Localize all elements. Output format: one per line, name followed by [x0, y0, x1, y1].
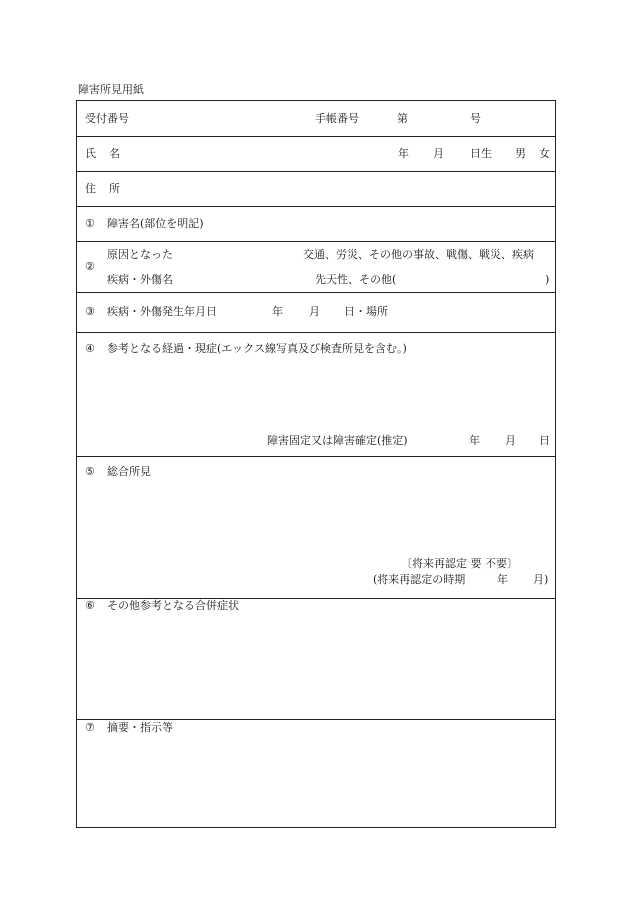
onset-day-place-label: 日・場所	[344, 305, 388, 318]
reception-row	[77, 101, 555, 137]
item-number-1: ①	[85, 217, 95, 230]
summary-row	[77, 719, 555, 827]
recertification-label: 〔将来再認定 要 不要〕	[401, 557, 518, 570]
male-label: 男	[515, 147, 526, 160]
fixed-year-label: 年	[469, 434, 480, 447]
item-number-6: ⑥	[85, 599, 95, 612]
recertification-year-label: 年	[497, 573, 508, 586]
birth-day-label: 日生	[470, 147, 492, 160]
overall-findings-row	[77, 456, 555, 599]
cause-options-line2: 先天性、その他(	[315, 273, 397, 286]
complications-label: その他参考となる合併症状	[107, 599, 239, 612]
course-label: 参考となる経過・現症(エックス線写真及び検査所見を含む。)	[107, 342, 407, 355]
disability-name-label: 障害名(部位を明記)	[107, 217, 204, 230]
onset-date-label: 疾病・外傷発生年月日	[107, 305, 217, 318]
onset-month-label: 月	[309, 305, 320, 318]
onset-date-row	[77, 292, 555, 333]
notebook-number-label: 手帳番号	[315, 112, 359, 125]
summary-label: 摘要・指示等	[107, 721, 173, 734]
item-number-5: ⑤	[85, 465, 95, 478]
complications-row	[77, 598, 555, 720]
course-row	[77, 332, 555, 457]
item-number-2: ②	[85, 260, 95, 273]
cause-options-line1: 交通、労災、その他の事故、戦傷、戦災、疾病	[303, 248, 534, 261]
fixed-month-label: 月	[505, 434, 516, 447]
birth-year-label: 年	[398, 147, 409, 160]
item-number-3: ③	[85, 305, 95, 318]
overall-findings-label: 総合所見	[107, 465, 151, 478]
fixed-day-label: 日	[539, 434, 550, 447]
cause-label-line1: 原因となった	[107, 248, 173, 261]
cause-label-line2: 疾病・外傷名	[107, 273, 173, 286]
recertification-month-label: 月)	[533, 573, 549, 586]
address-row	[77, 171, 555, 207]
disability-name-row	[77, 206, 555, 242]
item-number-4: ④	[85, 342, 95, 355]
cause-close-paren: )	[545, 273, 550, 286]
fixed-date-label: 障害固定又は障害確定(推定)	[267, 434, 408, 447]
address-label-b: 所	[109, 182, 120, 195]
female-label: 女	[539, 147, 550, 160]
dai-label: 第	[397, 112, 408, 125]
name-label-a: 氏	[85, 147, 96, 160]
address-label-a: 住	[85, 182, 96, 195]
reception-number-label: 受付番号	[85, 112, 129, 125]
form-title: 障害所見用紙	[78, 83, 144, 96]
disability-findings-form	[76, 100, 556, 828]
go-label: 号	[470, 112, 481, 125]
onset-year-label: 年	[272, 305, 283, 318]
recertification-time-label: (将来再認定の時期	[373, 573, 466, 586]
name-row	[77, 136, 555, 172]
item-number-7: ⑦	[85, 721, 95, 734]
cause-row	[77, 241, 555, 293]
birth-month-label: 月	[433, 147, 444, 160]
name-label-b: 名	[109, 147, 120, 160]
